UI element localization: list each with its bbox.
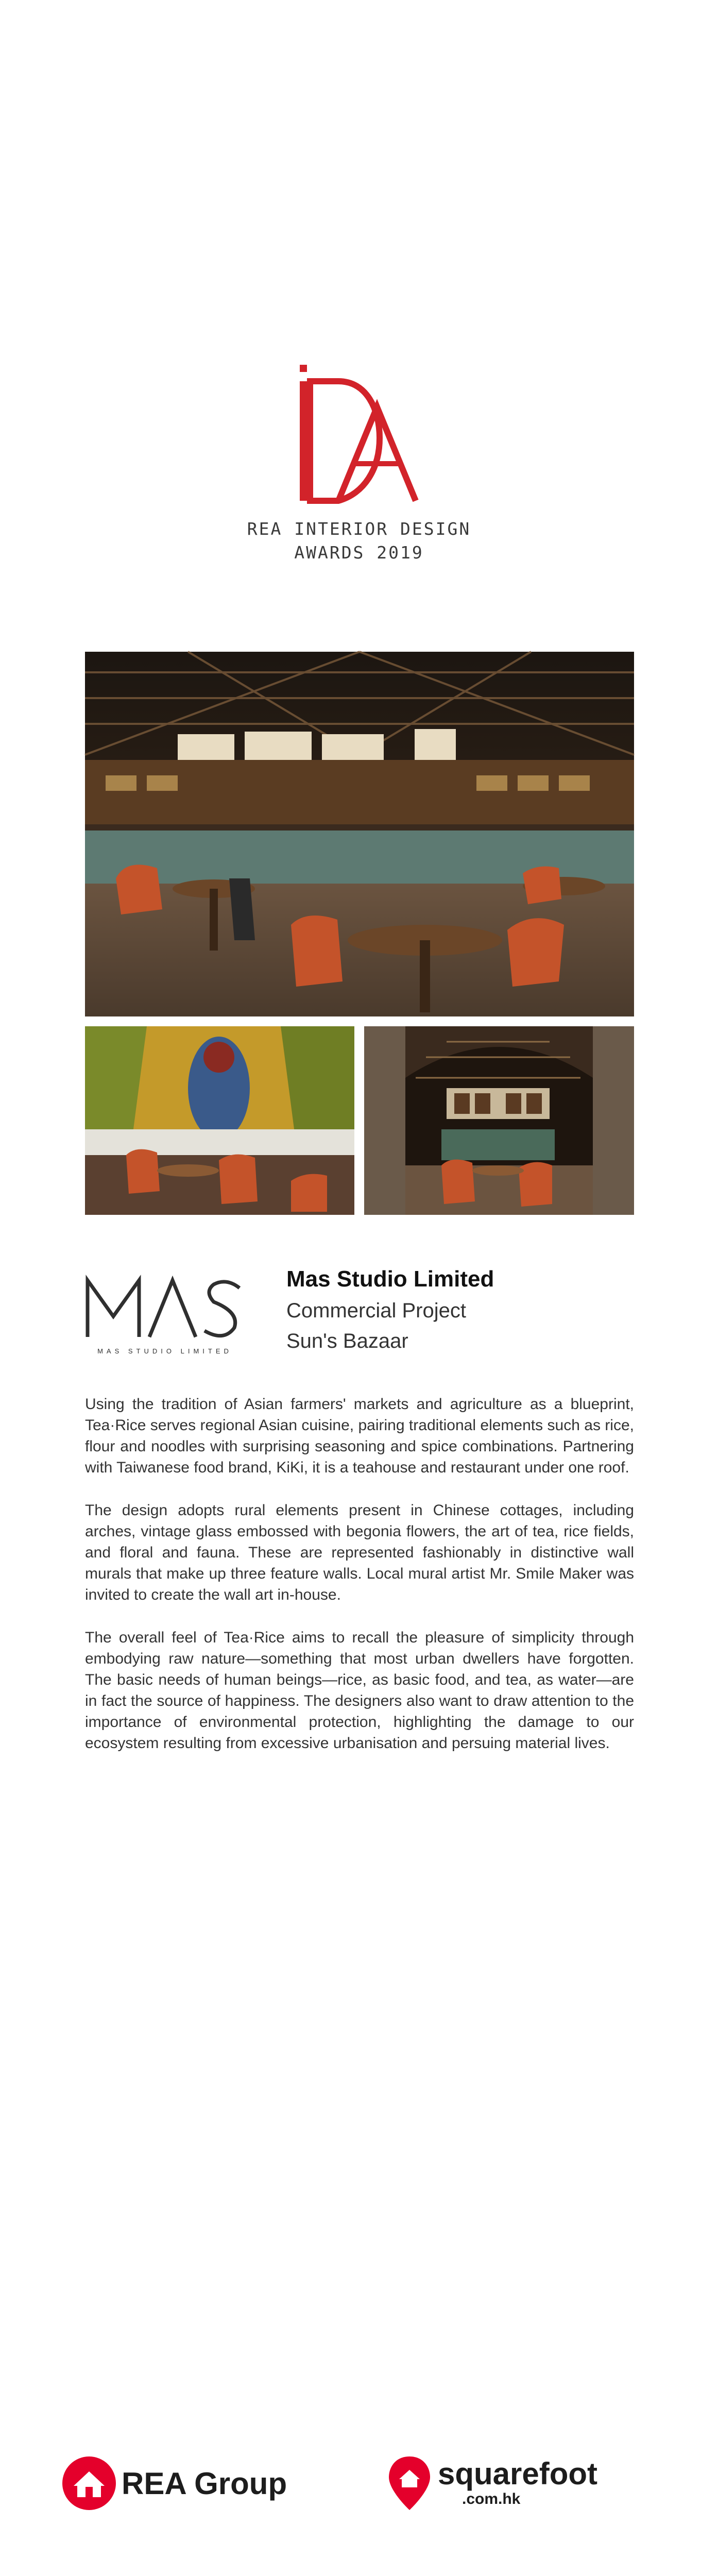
description-paragraph: Using the tradition of Asian farmers' markets and agriculture as a blueprint, Tea·Rice serves regional Asian cuisine, pairing traditional elements such as rice, flour and noodles with surprising seasoning and spice combinations. Partnering with Taiwanese food brand, KiKi, it is a teahouse and restaurant under one roof. (85, 1396, 634, 1476)
project-description (85, 1394, 634, 1775)
project-name: Sun's Bazaar (286, 1330, 408, 1352)
award-title-line-1: REA INTERIOR DESIGN (247, 519, 471, 539)
ida-award-logo (289, 361, 423, 505)
restaurant-mural-photo (85, 1026, 354, 1215)
award-title-line-2: AWARDS 2019 (294, 543, 424, 563)
studio-name: Mas Studio Limited (286, 1266, 494, 1292)
description-paragraph: The design adopts rural elements present in Chinese cottages, including arches, vintage glass embossed with begonia flowers, the art of tea, rice fields, and floral and fauna. These are represented fashionably in distinctive wall murals that make up three feature walls. Local mural artist Mr. Smile Maker was invited to create the wall art in-house. (85, 1502, 634, 1603)
squarefoot-wordmark: squarefoot (438, 2456, 598, 2491)
squarefoot-domain: .com.hk (462, 2490, 521, 2507)
mas-logo-subtext: MAS STUDIO LIMITED (97, 1347, 232, 1355)
description-paragraph: The overall feel of Tea·Rice aims to recall the pleasure of simplicity through embodying raw nature—something that most urban dwellers have forgotten. The basic needs of human beings—rice, as basic food, and tea, as water—are in fact the source of happiness. The designers also want to draw attention to the importance of environmental protection, highlighting the damage to our ecosystem resulting from excessive urbanisation and persuing material lives. (85, 1629, 634, 1752)
restaurant-arch-photo (364, 1026, 634, 1215)
rea-group-logo (61, 2455, 287, 2512)
squarefoot-logo (389, 2452, 626, 2514)
rea-group-wordmark: REA Group (122, 2466, 287, 2501)
project-category: Commercial Project (286, 1299, 466, 1322)
restaurant-interior-main-photo (85, 652, 634, 1016)
mas-studio-logo (85, 1270, 245, 1358)
